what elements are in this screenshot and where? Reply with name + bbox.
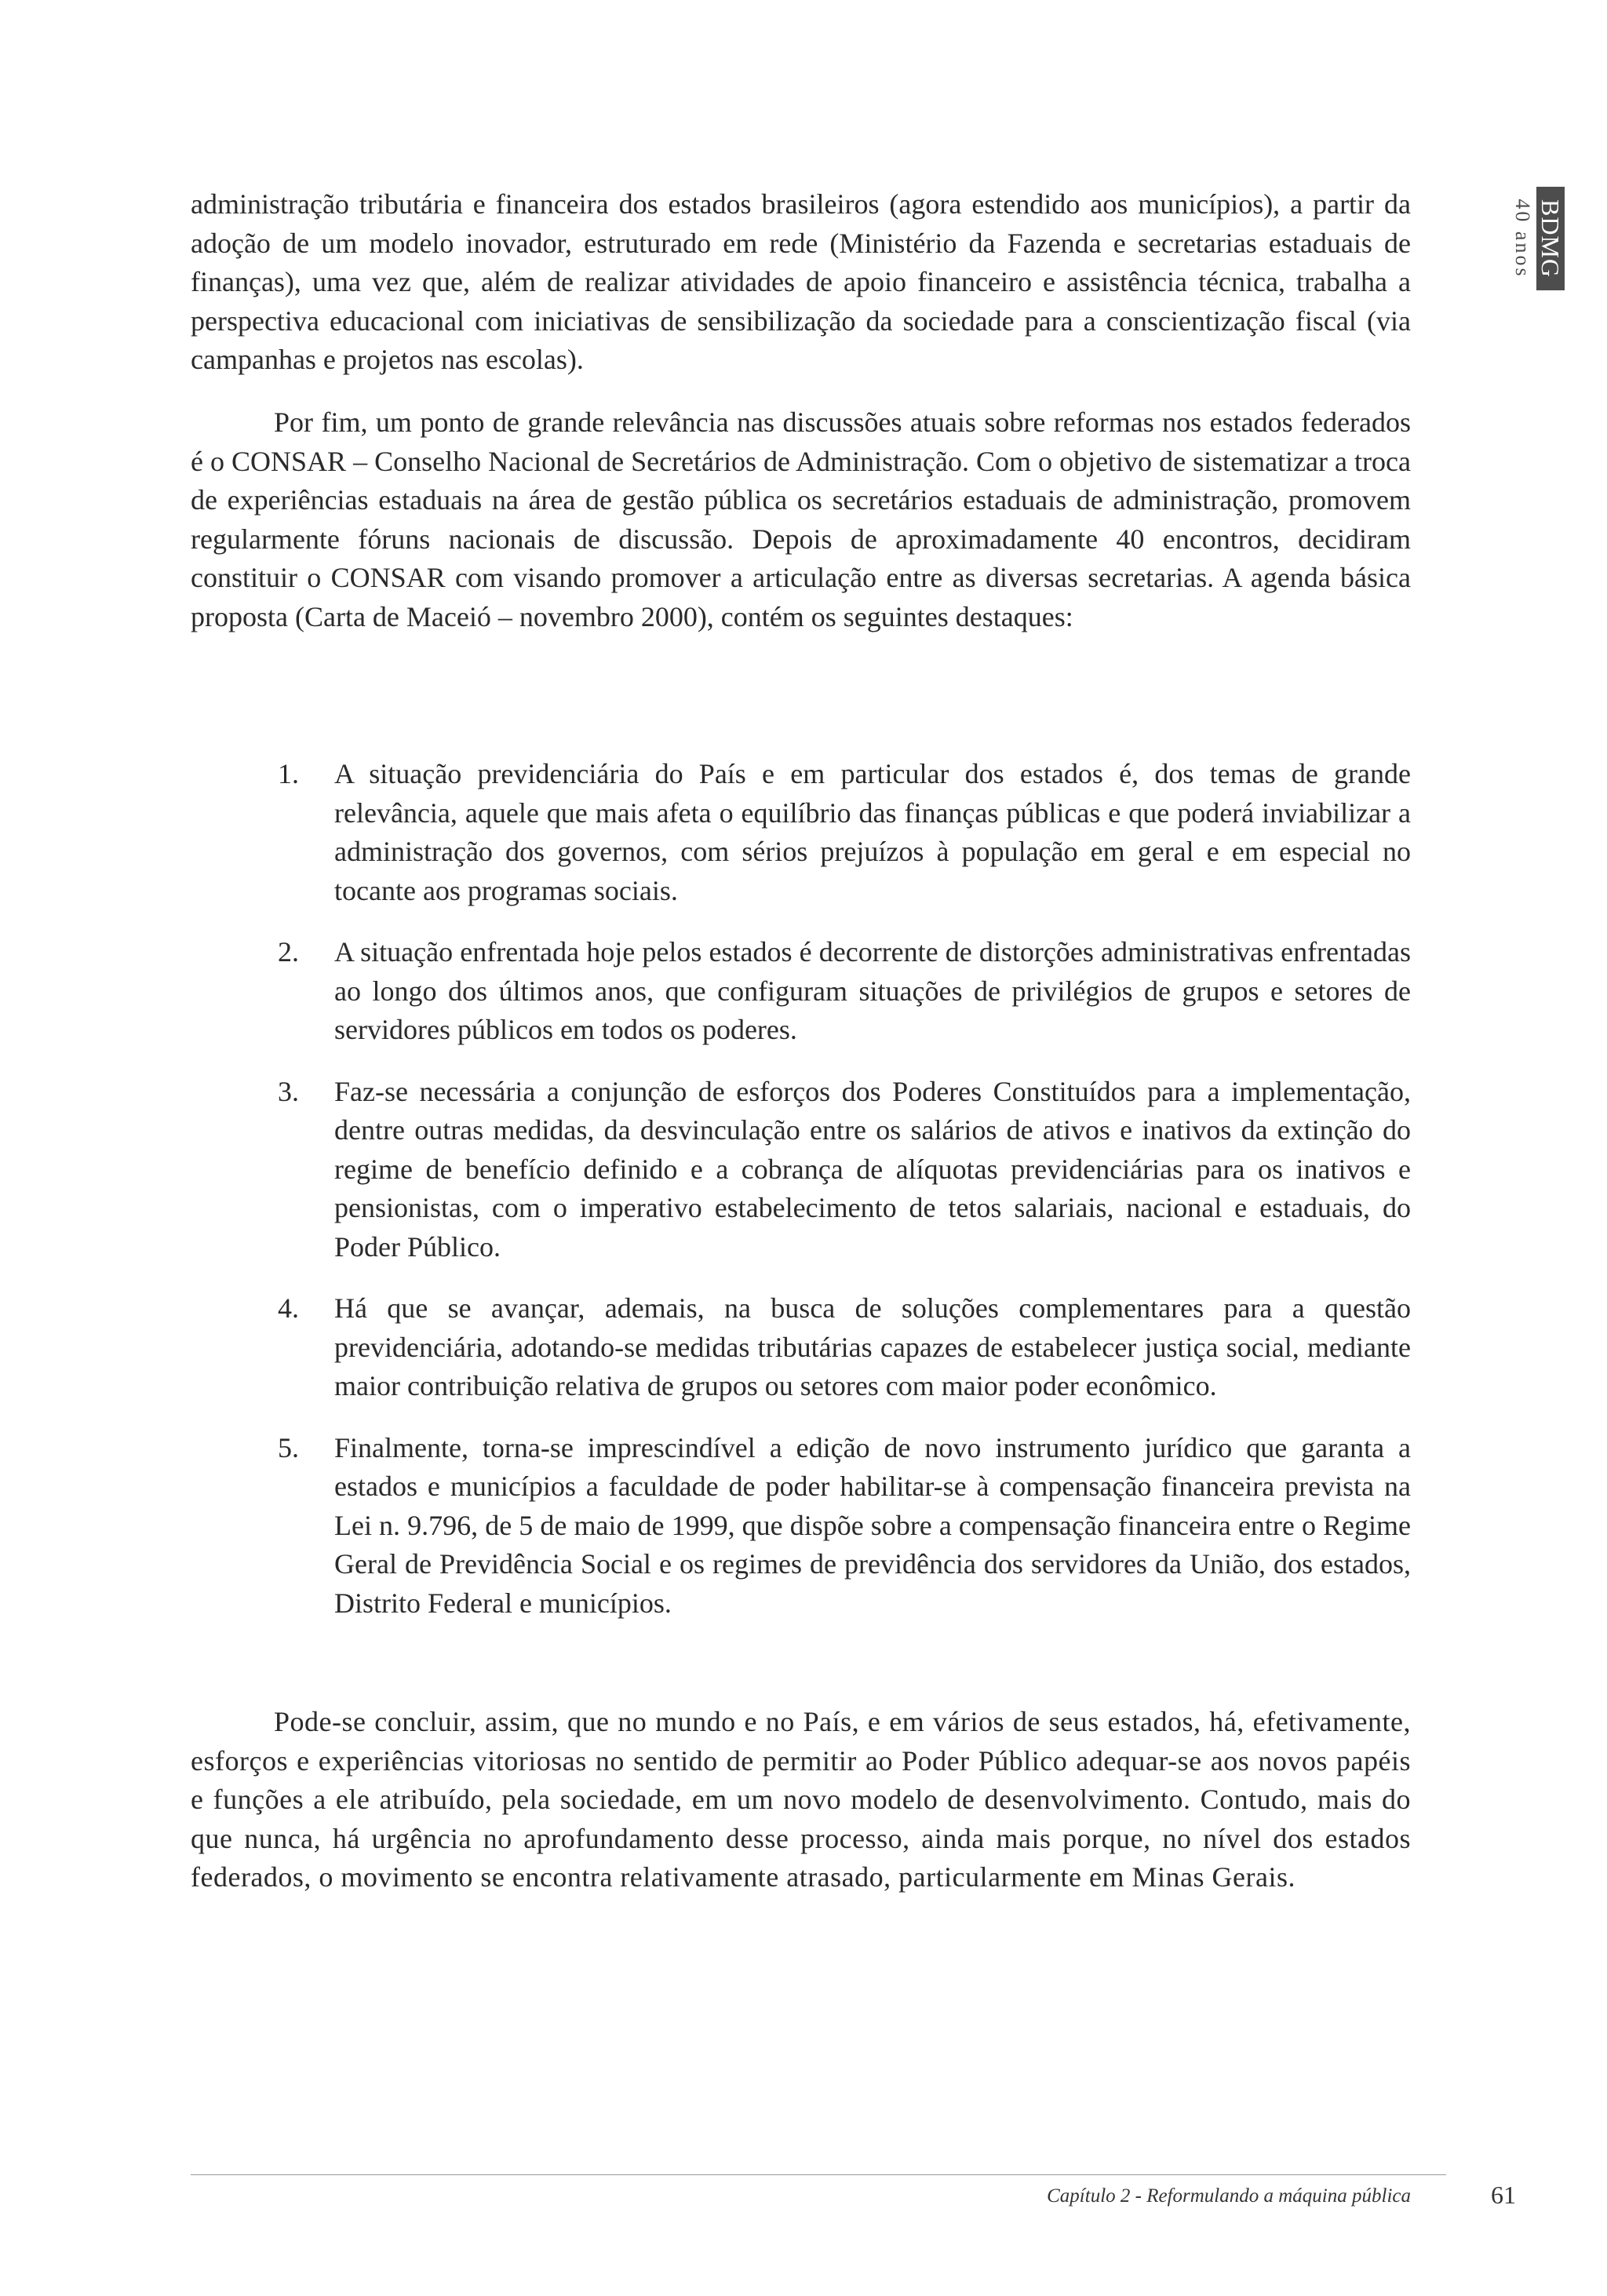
logo-subtitle-text: 40 anos — [1511, 199, 1534, 279]
footer-chapter-title: Capítulo 2 - Reformulando a máquina pública — [1047, 2185, 1411, 2207]
list-item-number: 2. — [278, 936, 299, 968]
list-item-number: 1. — [278, 758, 299, 789]
list-item-number: 3. — [278, 1075, 299, 1107]
list-item-text: Há que se avançar, ademais, na busca de soluções complementares para a questão previdenciária, adotando-se medidas tributárias capazes de estabelecer justiça social, mediante maior contribuição relativa de grupos ou setores com maior poder econômico. — [334, 1292, 1411, 1401]
list-item — [275, 1429, 1411, 1624]
page-number: 61 — [1491, 2181, 1516, 2209]
agenda-list — [275, 755, 1411, 1645]
list-item-number: 4. — [278, 1292, 299, 1324]
bdmg-logo — [1510, 187, 1565, 290]
conclusion-paragraph-block — [191, 1703, 1411, 1897]
consar-paragraph: Por fim, um ponto de grande relevância nas discussões atuais sobre reformas nos estados federados é o CONSAR – Conselho Nacional de Secretários de Administração. Com o objetivo de sistematizar a troca de experiências estaduais na área de gestão pública os secretários estaduais de administração, promovem regularmente fóruns nacionais de discussão. Depois de aproximadamente 40 encontros, decidiram constituir o CONSAR com visando promover a articulação entre as diversas secretarias. A agenda básica proposta (Carta de Maceió – novembro 2000), contém os seguintes destaques: — [191, 406, 1411, 632]
footer-divider — [191, 2174, 1446, 2175]
logo-brand-text: BDMG — [1536, 199, 1565, 279]
conclusion-paragraph: Pode-se concluir, assim, que no mundo e no País, e em vários de seus estados, há, efetivamente, esforços e experiências vitoriosas no sentido de permitir ao Poder Público adequar-se aos novos papéis e funções a ele atribuído, pela sociedade, em um novo modelo de desenvolvimento. Contudo, mais do que nunca, há urgência no aprofundamento desse processo, ainda mais porque, no nível dos estados federados, o movimento se encontra relativamente atrasado, particularmente em Minas Gerais. — [191, 1706, 1411, 1893]
list-item-text: A situação enfrentada hoje pelos estados é decorrente de distorções administrativas enfrentadas ao longo dos últimos anos, que configuram situações de privilégios de grupos e setores de servidores públicos em todos os poderes. — [334, 936, 1411, 1045]
list-item — [275, 933, 1411, 1050]
intro-paragraph-block — [191, 185, 1411, 380]
list-item-text: Faz-se necessária a conjunção de esforços dos Poderes Constituídos para a implementação, dentre outras medidas, da desvinculação entre os salários de ativos e inativos da extinção do regime de benefício definido e a cobrança de alíquotas previdenciárias para os inativos e pensionistas, com o imperativo estabelecimento de tetos salariais, nacional e estaduais, do Poder Público. — [334, 1075, 1411, 1263]
list-item — [275, 1073, 1411, 1267]
list-item-number: 5. — [278, 1431, 299, 1463]
consar-paragraph-block — [191, 403, 1411, 636]
intro-paragraph: administração tributária e financeira dos estados brasileiros (agora estendido aos municípios), a partir da adoção de um modelo inovador, estruturado em rede (Ministério da Fazenda e secretarias estaduais de finanças), uma vez que, além de realizar atividades de apoio financeiro e assistência técnica, trabalha a perspectiva educacional com iniciativas de sensibilização da sociedade para a conscientização fiscal (via campanhas e projetos nas escolas). — [191, 188, 1411, 375]
list-item-text: A situação previdenciária do País e em particular dos estados é, dos temas de grande relevância, aquele que mais afeta o equilíbrio das finanças públicas e que poderá inviabilizar a administração dos governos, com sérios prejuízos à população em geral e em especial no tocante aos programas sociais. — [334, 758, 1411, 906]
list-item — [275, 1289, 1411, 1406]
list-item — [275, 755, 1411, 910]
list-item-text: Finalmente, torna-se imprescindível a edição de novo instrumento jurídico que garanta a estados e municípios a faculdade de poder habilitar-se à compensação financeira prevista na Lei n. 9.796, de 5 de maio de 1999, que dispõe sobre a compensação financeira entre o Regime Geral de Previdência Social e os regimes de previdência dos servidores da União, dos estados, Distrito Federal e municípios. — [334, 1431, 1411, 1619]
